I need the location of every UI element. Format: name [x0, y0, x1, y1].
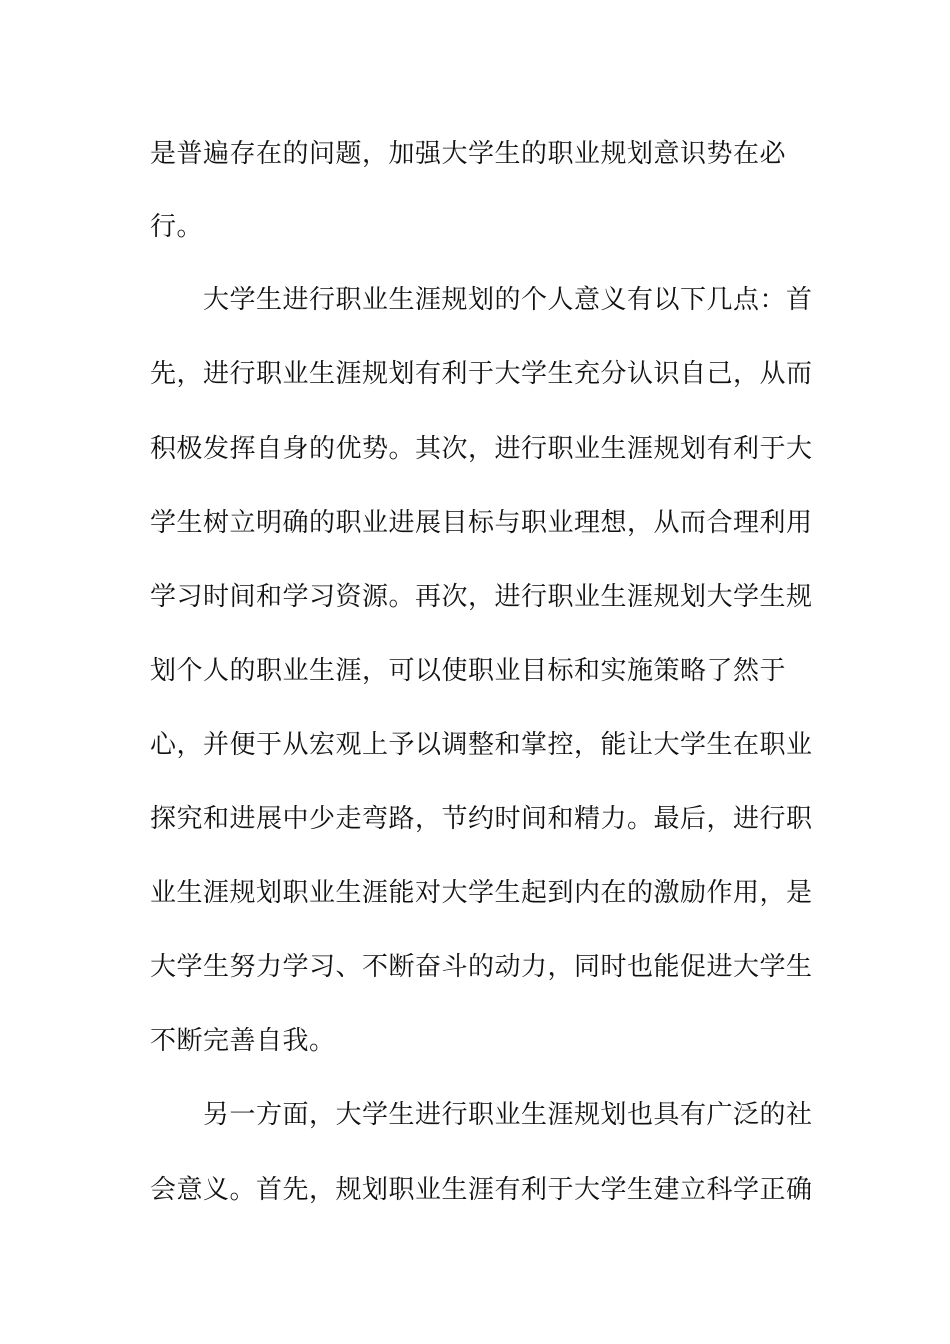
text-line: 业生涯规划职业生涯能对大学生起到内在的激励作用，是: [150, 878, 813, 908]
paragraph-start-line: 大学生进行职业生涯规划的个人意义有以下几点：首: [203, 285, 813, 315]
text-line: 是普遍存在的问题，加强大学生的职业规划意识势在必: [150, 139, 787, 169]
text-line: 大学生努力学习、不断奋斗的动力，同时也能促进大学生: [150, 952, 813, 982]
text-line: 探究和进展中少走弯路，节约时间和精力。最后，进行职: [150, 804, 813, 834]
text-line: 划个人的职业生涯，可以使职业目标和实施策略了然于: [150, 656, 787, 686]
text-line: 心，并便于从宏观上予以调整和掌控，能让大学生在职业: [150, 730, 813, 760]
text-line: 积极发挥自身的优势。其次，进行职业生涯规划有利于大: [150, 434, 813, 464]
text-line: 先，进行职业生涯规划有利于大学生充分认识自己，从而: [150, 359, 813, 389]
text-line: 学生树立明确的职业进展目标与职业理想，从而合理利用: [150, 508, 813, 538]
text-line: 会意义。首先，规划职业生涯有利于大学生建立科学正确: [150, 1175, 813, 1205]
text-line: 不断完善自我。: [150, 1026, 336, 1056]
text-line: 学习时间和学习资源。再次，进行职业生涯规划大学生规: [150, 582, 813, 612]
paragraph-start-line: 另一方面，大学生进行职业生涯规划也具有广泛的社: [203, 1100, 813, 1130]
text-line: 行。: [150, 212, 204, 242]
